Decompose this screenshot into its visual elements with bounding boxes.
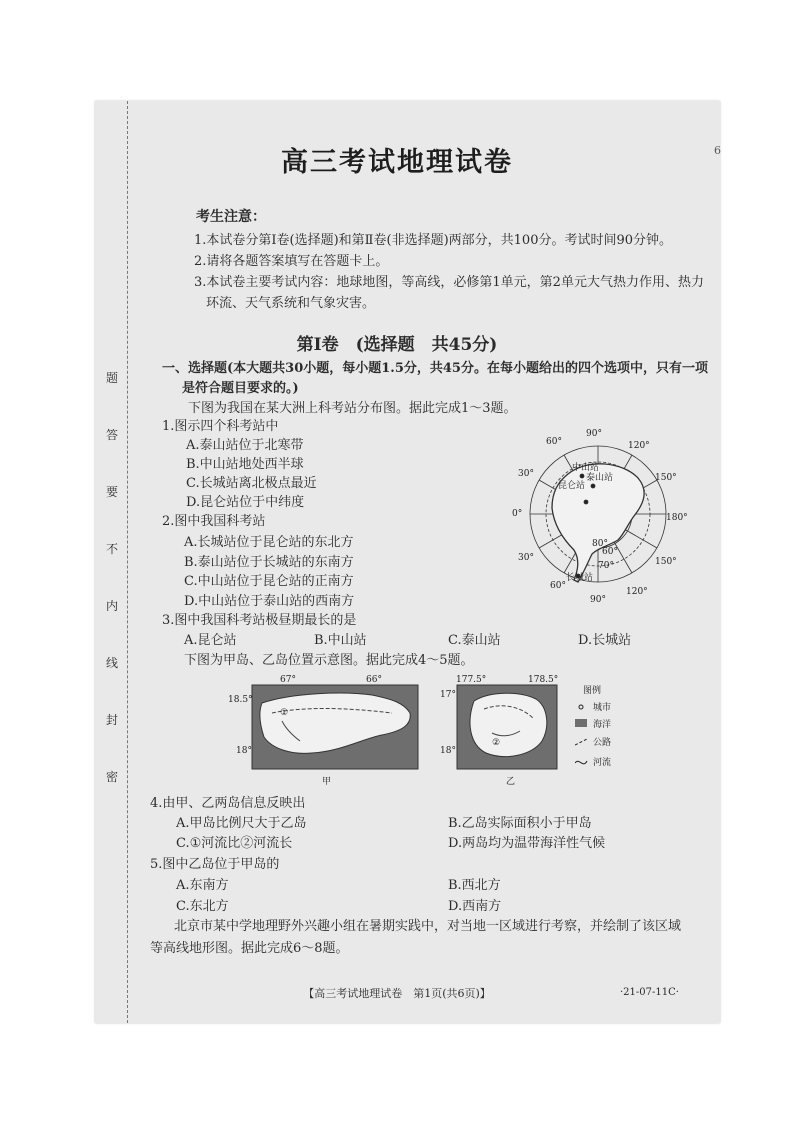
notice-item-3: 3.本试卷主要考试内容：地球地图，等高线，必修第1单元，第2单元大气热力作用、热力 [194,275,704,290]
island-jia-map [222,673,422,788]
polar-lon-label: 30° [518,553,534,563]
q3-option-a: A.昆仑站 [184,633,237,648]
legend-title: 图例 [583,686,602,696]
legend-road: 公路 [593,738,612,748]
binding-char: 密 [105,770,118,784]
polar-lon-label: 150° [655,473,677,483]
polar-station-label: 长城站 [566,573,594,583]
q1-stem: 1.图示四个科考站中 [162,419,279,434]
polar-lat-label: 70° [598,561,614,571]
q4-option-d: D.两岛均为温带海洋性气候 [448,836,606,851]
q5-option-b: B.西北方 [448,878,501,893]
legend-city: 城市 [593,703,612,713]
polar-station-label: 泰山站 [586,473,614,483]
jia-lon1: 67° [280,675,296,685]
q2-option-d: D.中山站位于泰山站的西南方 [184,594,355,609]
q2-stem: 2.图中我国科考站 [162,514,266,529]
binding-char: 封 [105,713,118,727]
polar-station-label: 昆仑站 [558,481,586,491]
jia-label: 甲 [322,777,332,787]
intro-6-8: 北京市某中学地理野外兴趣小组在暑期实践中，对当地一区域进行考察，并绘制了该区域 [174,919,682,934]
binding-char: 答 [105,428,118,442]
yi-label: 乙 [506,777,516,787]
polar-station-map [510,422,690,607]
q1-option-b: B.中山站地处西半球 [186,457,304,472]
legend-road-symbol [575,739,587,745]
q3-stem: 3.图中我国科考站极昼期最长的是 [162,613,357,628]
jia-river-label: ① [280,708,289,718]
polar-lon-label: 150° [655,557,677,567]
binding-notice [103,369,121,825]
q5-option-c: C.东北方 [176,899,229,914]
exam-title: 高三考试地理试卷 [281,147,513,178]
footer-code: ·21-07-11C· [620,987,679,998]
q2-option-a: A.长城站位于昆仑站的东北方 [184,535,354,550]
q1-option-c: C.长城站离北极点最近 [186,476,317,491]
notice-item-2: 2.请将各题答案填写在答题卡上。 [194,254,389,269]
polar-lon-label: 60° [550,581,566,591]
intro-4-5: 下图为甲岛、乙岛位置示意图。据此完成4～5题。 [184,653,474,668]
polar-lon-label: 180° [666,513,688,523]
polar-lon-label: 90° [590,595,606,605]
jia-lat2: 18° [236,746,252,756]
jia-lon2: 66° [366,675,382,685]
binding-char: 题 [105,371,118,385]
q2-option-b: B.泰山站位于长城站的东南方 [184,555,354,570]
polar-lon-label: 30° [518,469,534,479]
q3-option-d: D.长城站 [578,633,632,648]
polar-lat-label: 80° [592,539,608,549]
section-title: 第Ⅰ卷 (选择题 共45分) [296,335,498,355]
yi-lon2: 178.5° [528,675,559,685]
polar-lat-label: 60° [602,547,618,557]
q1-option-a: A.泰山站位于北寒带 [186,438,304,453]
binding-char: 不 [105,542,118,556]
q3-option-b: B.中山站 [314,633,367,648]
q5-stem: 5.图中乙岛位于甲岛的 [150,857,280,872]
yi-river-label: ② [492,738,501,748]
binding-dashed-line [127,101,128,1023]
island-yi-map [440,673,560,788]
binding-char: 要 [105,485,118,499]
notice-item-3-cont: 环流、天气系统和气象灾害。 [206,296,376,311]
polar-lon-label: 90° [586,429,602,439]
q5-option-a: A.东南方 [176,878,229,893]
binding-char: 内 [105,599,118,613]
q1-option-d: D.昆仑站位于中纬度 [186,495,305,510]
polar-lon-label: 0° [512,509,523,519]
page-edge-number: 6 [714,144,721,157]
polar-lon-label: 120° [626,587,648,597]
polar-station-label: 中山站 [572,463,600,473]
notice-item-1: 1.本试卷分第Ⅰ卷(选择题)和第Ⅱ卷(非选择题)两部分，共100分。考试时间90分钟。 [194,233,673,248]
q4-stem: 4.由甲、乙两岛信息反映出 [150,796,306,811]
jia-lat1: 18.5° [228,695,253,705]
q4-option-b: B.乙岛实际面积小于甲岛 [448,816,592,831]
intro-6-8-cont: 等高线地形图。据此完成6～8题。 [150,941,349,956]
polar-lon-label: 60° [546,437,562,447]
legend-city-symbol [579,705,583,709]
q4-option-a: A.甲岛比例尺大于乙岛 [176,816,307,831]
polar-lon-label: 120° [628,441,650,451]
yi-lon1: 177.5° [456,675,487,685]
part-heading-cont: 是符合题目要求的。) [182,381,299,396]
q2-option-c: C.中山站位于昆仑站的正南方 [184,574,354,589]
page-footer: 【高三考试地理试卷 第1页(共6页)】 [303,987,491,1000]
q3-option-c: C.泰山站 [448,633,501,648]
q5-option-d: D.西南方 [448,899,502,914]
binding-char: 线 [105,656,118,670]
intro-1-3: 下图为我国在某大洲上科考站分布图。据此完成1～3题。 [188,401,517,416]
part-heading: 一、选择题(本大题共30小题，每小题1.5分，共45分。在每小题给出的四个选项中，只有一项 [162,361,708,376]
notice-heading: 考生注意： [196,209,266,225]
legend-sea: 海洋 [593,720,612,730]
q4-option-c: C.①河流比②河流长 [176,836,293,851]
legend-river-symbol [575,761,587,764]
island-map-legend [575,683,645,778]
legend-river: 河流 [593,758,612,768]
yi-lat2: 18° [440,746,456,756]
legend-sea-symbol [575,719,587,727]
yi-lat1: 17° [440,690,456,700]
